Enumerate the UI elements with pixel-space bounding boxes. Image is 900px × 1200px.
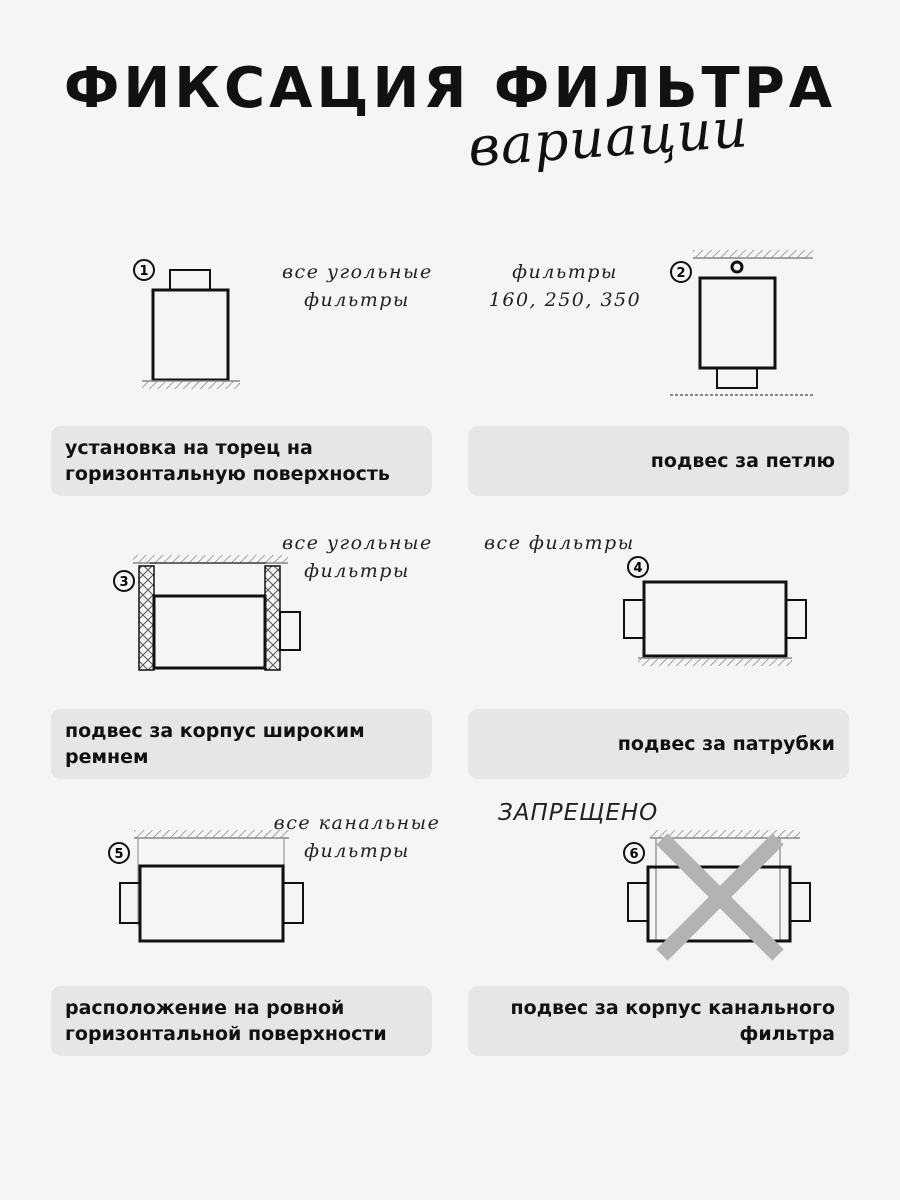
caption-text: расположение на ровной горизонтальной поверхности bbox=[65, 997, 387, 1045]
filter-inlet bbox=[120, 883, 140, 923]
filter-body bbox=[644, 582, 786, 656]
caption-text: установка на торец на горизонтальную поверхность bbox=[65, 437, 390, 485]
filter-outlet bbox=[283, 883, 303, 923]
floor-hatch bbox=[638, 658, 792, 666]
filter-outlet bbox=[717, 368, 757, 388]
filter-body bbox=[154, 596, 265, 668]
caption-card-variant-5 bbox=[51, 986, 432, 1056]
note-variant-2: фильтры 160, 250, 350 bbox=[488, 261, 642, 311]
filter-inlet bbox=[624, 600, 644, 638]
caption-text: подвес за корпус канального фильтра bbox=[510, 997, 835, 1045]
variant-number-label: 5 bbox=[114, 847, 124, 862]
variant-number-label: 3 bbox=[119, 575, 129, 590]
diagram-variant-2 bbox=[665, 245, 820, 405]
ceiling-hatch bbox=[134, 830, 289, 838]
note-variant-1: все угольные фильтры bbox=[282, 261, 433, 311]
note-variant-5: все канальные фильтры bbox=[273, 812, 441, 862]
ceiling-hatch bbox=[693, 250, 813, 258]
filter-outlet bbox=[790, 883, 810, 921]
filter-body bbox=[153, 290, 228, 380]
variant-number-label: 4 bbox=[633, 561, 643, 576]
floor-hatch bbox=[142, 381, 240, 389]
variant-number-label: 1 bbox=[139, 264, 149, 279]
variant-number-label: 2 bbox=[676, 266, 686, 281]
note-variant-3: все угольные фильтры bbox=[282, 532, 433, 582]
filter-inlet bbox=[628, 883, 648, 921]
page-subtitle: вариации bbox=[466, 96, 751, 179]
strap-right bbox=[265, 566, 280, 670]
variant-number-label: 6 bbox=[629, 847, 639, 862]
forbidden-label: ЗАПРЕЩЕНО bbox=[498, 800, 659, 826]
filter-body bbox=[140, 866, 283, 941]
filter-outlet bbox=[280, 612, 300, 650]
ceiling-hatch bbox=[650, 830, 800, 838]
filter-outlet bbox=[170, 270, 210, 290]
note-variant-4: все фильтры bbox=[484, 532, 635, 554]
caption-card-variant-4 bbox=[468, 709, 849, 779]
hanging-loop bbox=[732, 262, 742, 272]
diagram-variant-6 bbox=[620, 825, 820, 965]
ceiling-hatch bbox=[133, 555, 288, 563]
strap-left bbox=[139, 566, 154, 670]
caption-text: подвес за петлю bbox=[650, 450, 835, 472]
caption-card-variant-3 bbox=[51, 709, 432, 779]
caption-card-variant-2 bbox=[468, 426, 849, 496]
diagram-variant-1 bbox=[130, 255, 250, 395]
caption-text: подвес за корпус широким ремнем bbox=[65, 720, 365, 768]
filter-outlet bbox=[786, 600, 806, 638]
diagram-variant-3 bbox=[108, 550, 308, 680]
page-title: ФИКСАЦИЯ ФИЛЬТРА bbox=[63, 56, 837, 121]
filter-body bbox=[700, 278, 775, 368]
diagram-variant-4 bbox=[620, 552, 810, 672]
caption-text: подвес за патрубки bbox=[617, 733, 835, 755]
caption-card-variant-6 bbox=[468, 986, 849, 1056]
caption-card-variant-1 bbox=[51, 426, 432, 496]
